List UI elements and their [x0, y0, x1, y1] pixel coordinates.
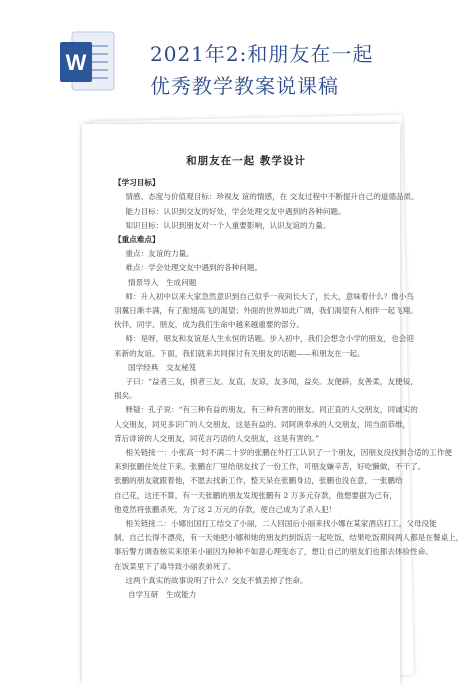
document-line: 制，自己长得不漂亮，有一天她把小娜和她的朋友约到饭店一起吃饭，结果吃饭期间两人都是在餐桌上， [114, 533, 464, 543]
document-line: 他竟然将张鹏杀死，为了这 2 万元的存款，使自己成为了杀人犯！ [114, 504, 337, 514]
word-doc-icon [58, 30, 116, 94]
document-line: 师：是呀，朋友和友谊是人生永恒的话题。步入初中，我们会想念小学的朋友，也会迎 [125, 334, 414, 344]
document-line: 来到张鹏住处住下来。张鹏在厂里给朋友找了一份工作，可朋友嫌辛苦，好吃懒做，不干了。 [114, 462, 426, 472]
document-line: 相关链接一：小张高一时不满二十岁的张鹏在外打工认识了一个朋友，因朋友没找到合适的工作便 [125, 448, 452, 458]
document-line: 难点：学会处理交友中遇到的各种问题。 [125, 263, 263, 273]
document-line: 重点：友谊的力量。 [125, 249, 194, 259]
page-title-line2: 优秀教学教案说课稿 [150, 74, 339, 98]
document-line: 张鹏的朋友就跟着他，不愿去找新工作，整天呆在张鹏身边，张鹏也没在意，一张鹏给 [114, 476, 403, 486]
document-line: 人交朋友，同见多识广的人交朋友，这是有益的。同阿谀奉承的人交朋友，同当面恭维， [114, 419, 411, 429]
document-line: 【学习目标】 [114, 178, 160, 188]
document-line: 情感、态度与价值观目标：珍视友 谊的情感，在 交友过程中不断提升自己的道德品质。 [125, 192, 419, 202]
document-line: 羽翼日渐丰满，有了振翅高飞的渴望；外面的世界如此广阔，我们渴望有人相伴一起飞翔。 [114, 306, 418, 316]
document-line: 情景导入 生成问题 [128, 277, 197, 287]
document-page [82, 124, 464, 684]
document-line: 自学互研 生成能力 [128, 590, 197, 600]
document-line: 背后诽谤的人交朋友，同花言巧语的人交朋友，这是有害的。” [114, 433, 320, 443]
document-line: 【重点难点】 [114, 235, 160, 245]
document-title: 和朋友在一起 教学设计 [186, 155, 306, 167]
document-line: 相关链接二：小娜出国打工结交了小丽，二人回国后小丽来找小娜在某家酒店打工，父母没能 [125, 519, 437, 529]
document-line: 损矣。 [114, 391, 137, 401]
header-banner [0, 0, 474, 112]
document-body [114, 176, 464, 602]
document-line: 自己花，这还不算，有一天张鹏的朋友发现张鹏有 2 万多元存款，他想要据为己有， [114, 490, 398, 500]
document-line: 伙伴、同学、朋友，成为我们生命中越来越重要的部分。 [114, 320, 304, 330]
document-line: 事后警方调查核实来原来小丽因为种种不如意心理变态了，想让自己的朋友们也都去体验性命。 [114, 547, 433, 557]
document-line: 能力目标：认识到交友的好处，学会处理交友中遇到的各种问题。 [125, 206, 346, 216]
document-line: 知识目标：认识到朋友对一个人重要影响，认识友谊的力量。 [125, 220, 331, 230]
document-line: 释疑：孔子说：“有三种有益的朋友，有三种有害的朋友。同正直的人交朋友，同诚实的 [125, 405, 418, 415]
document-line: 这两个真实的故事说明了什么？交友不慎丢掉了性命。 [125, 575, 308, 585]
document-line: 来新的友谊。下面，我们就来共同探讨有关朋友的话题——和朋友在一起。 [114, 348, 365, 358]
document-line: 师：升入初中以来大家急然意识到自己似乎一夜间长大了，长大，意味着什么？像小鸟 [125, 291, 414, 301]
document-line: 在饭菜里下了毒导致小丽表弟死了。 [114, 561, 236, 571]
document-line: 子曰：“益者三友，损者三友。友直，友谅，友多闻，益矣。友便辟，友善柔，友便佞， [125, 377, 418, 387]
svg-text:W: W [65, 50, 87, 75]
page-title-line1: 2021年2:和朋友在一起 [150, 42, 374, 66]
document-line: 国学经典 交友秘笈 [128, 362, 197, 372]
